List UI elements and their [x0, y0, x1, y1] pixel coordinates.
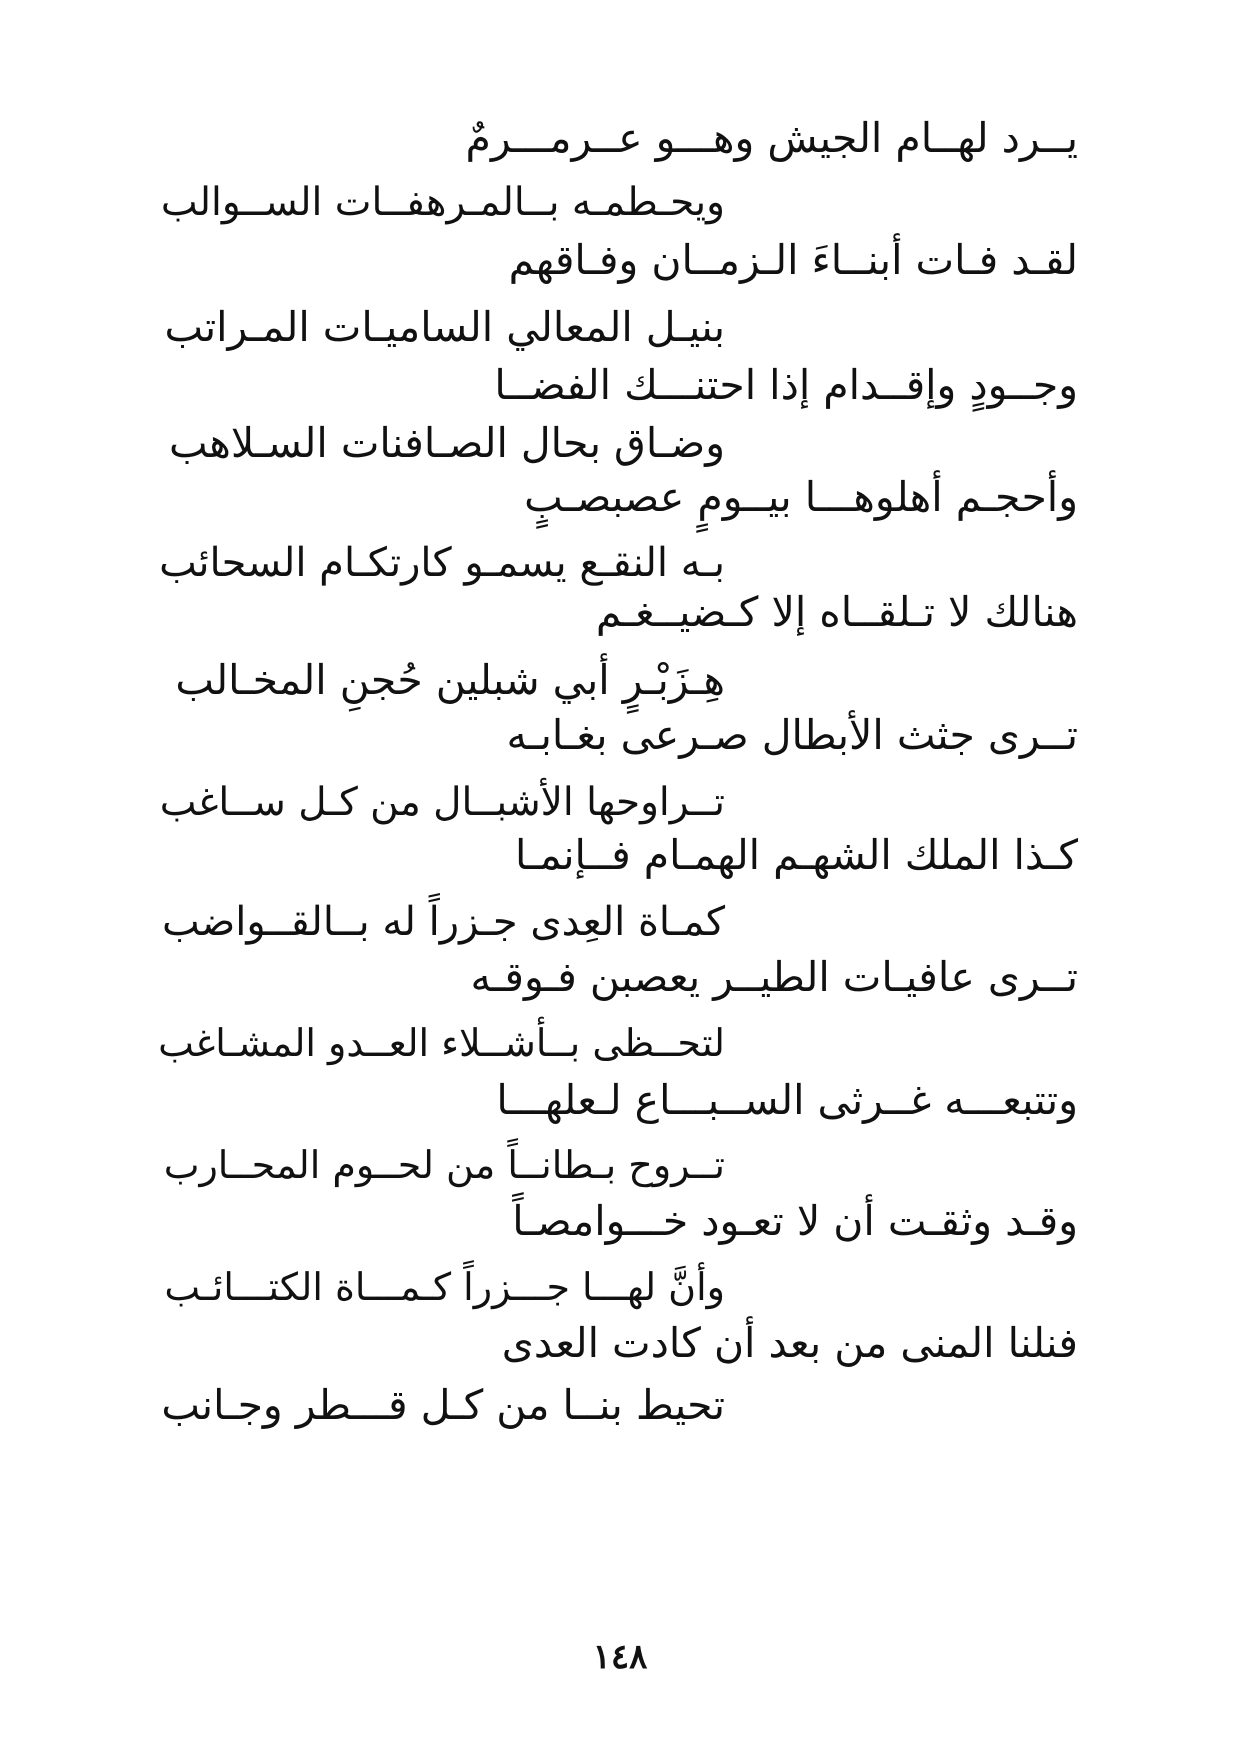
verse-10-first-hemistich: وقـد وثقـت أن لا تعـود خـــوامصـاً: [512, 1197, 1078, 1245]
verse-5-second-hemistich: هِـزَبْـرٍ أبي شبلين حُجنِ المخـالب: [175, 656, 725, 704]
verse-1-first-hemistich: يــرد لهــام الجيش وهـــو عــرمـــرمٌ: [465, 114, 1078, 162]
verse-8-first-hemistich: تــرى عافيـات الطيــر يعصبن فـوقـه: [470, 953, 1078, 1001]
verse-1-second-hemistich: ويحـطمـه بــالمـرهفــات الســوالب: [160, 180, 725, 225]
verse-6-first-hemistich: تــرى جثث الأبطال صـرعى بغـابـه: [506, 711, 1078, 759]
verse-5-first-hemistich: هنالك لا تـلقــاه إلا كـضيــغـم: [595, 588, 1078, 636]
verse-3-first-hemistich: وجــودٍ وإقــدام إذا احتنـــك الفضــا: [494, 361, 1078, 409]
verse-9-second-hemistich: تــروح بـطانــاً من لحــوم المحــارب: [163, 1143, 725, 1187]
verse-11-first-hemistich: فنلنا المنى من بعد أن كادت العدى: [501, 1319, 1078, 1367]
verse-3-second-hemistich: وضـاق بحال الصـافنات السـلاهب: [168, 419, 725, 467]
verse-6-second-hemistich: تــراوحها الأشبــال من كـل ســاغب: [159, 780, 725, 825]
verse-7-second-hemistich: كمـاة العِدى جـزراً له بــالقــواضب: [161, 899, 725, 945]
verse-2-second-hemistich: بنيـل المعالي الساميـات المـراتب: [164, 303, 725, 351]
verse-2-first-hemistich: لقـد فـات أبنــاءَ الـزمــان وفـاقهم: [508, 236, 1078, 284]
verse-11-second-hemistich: تحيط بنــا من كـل قـــطر وجـانب: [161, 1381, 725, 1429]
verse-4-second-hemistich: بـه النقـع يسمـو كارتكـام السحائب: [159, 540, 725, 586]
page-number: ١٤٨: [592, 1637, 648, 1677]
verse-8-second-hemistich: لتحــظى بــأشــلاء العــدو المشـاغب: [158, 1021, 725, 1065]
verse-7-first-hemistich: كـذا الملك الشهـم الهمـام فــإنمـا: [514, 831, 1078, 879]
verse-10-second-hemistich: وأنَّ لهـــا جـــزراً كـمـــاة الكتـــائـب: [164, 1265, 725, 1309]
verse-4-first-hemistich: وأحجـم أهلوهـــا بيــومٍ عصبصـبٍ: [524, 473, 1078, 521]
verse-9-first-hemistich: وتتبعـــه غــرثى الســبـــاع لـعلهـــا: [496, 1076, 1078, 1124]
